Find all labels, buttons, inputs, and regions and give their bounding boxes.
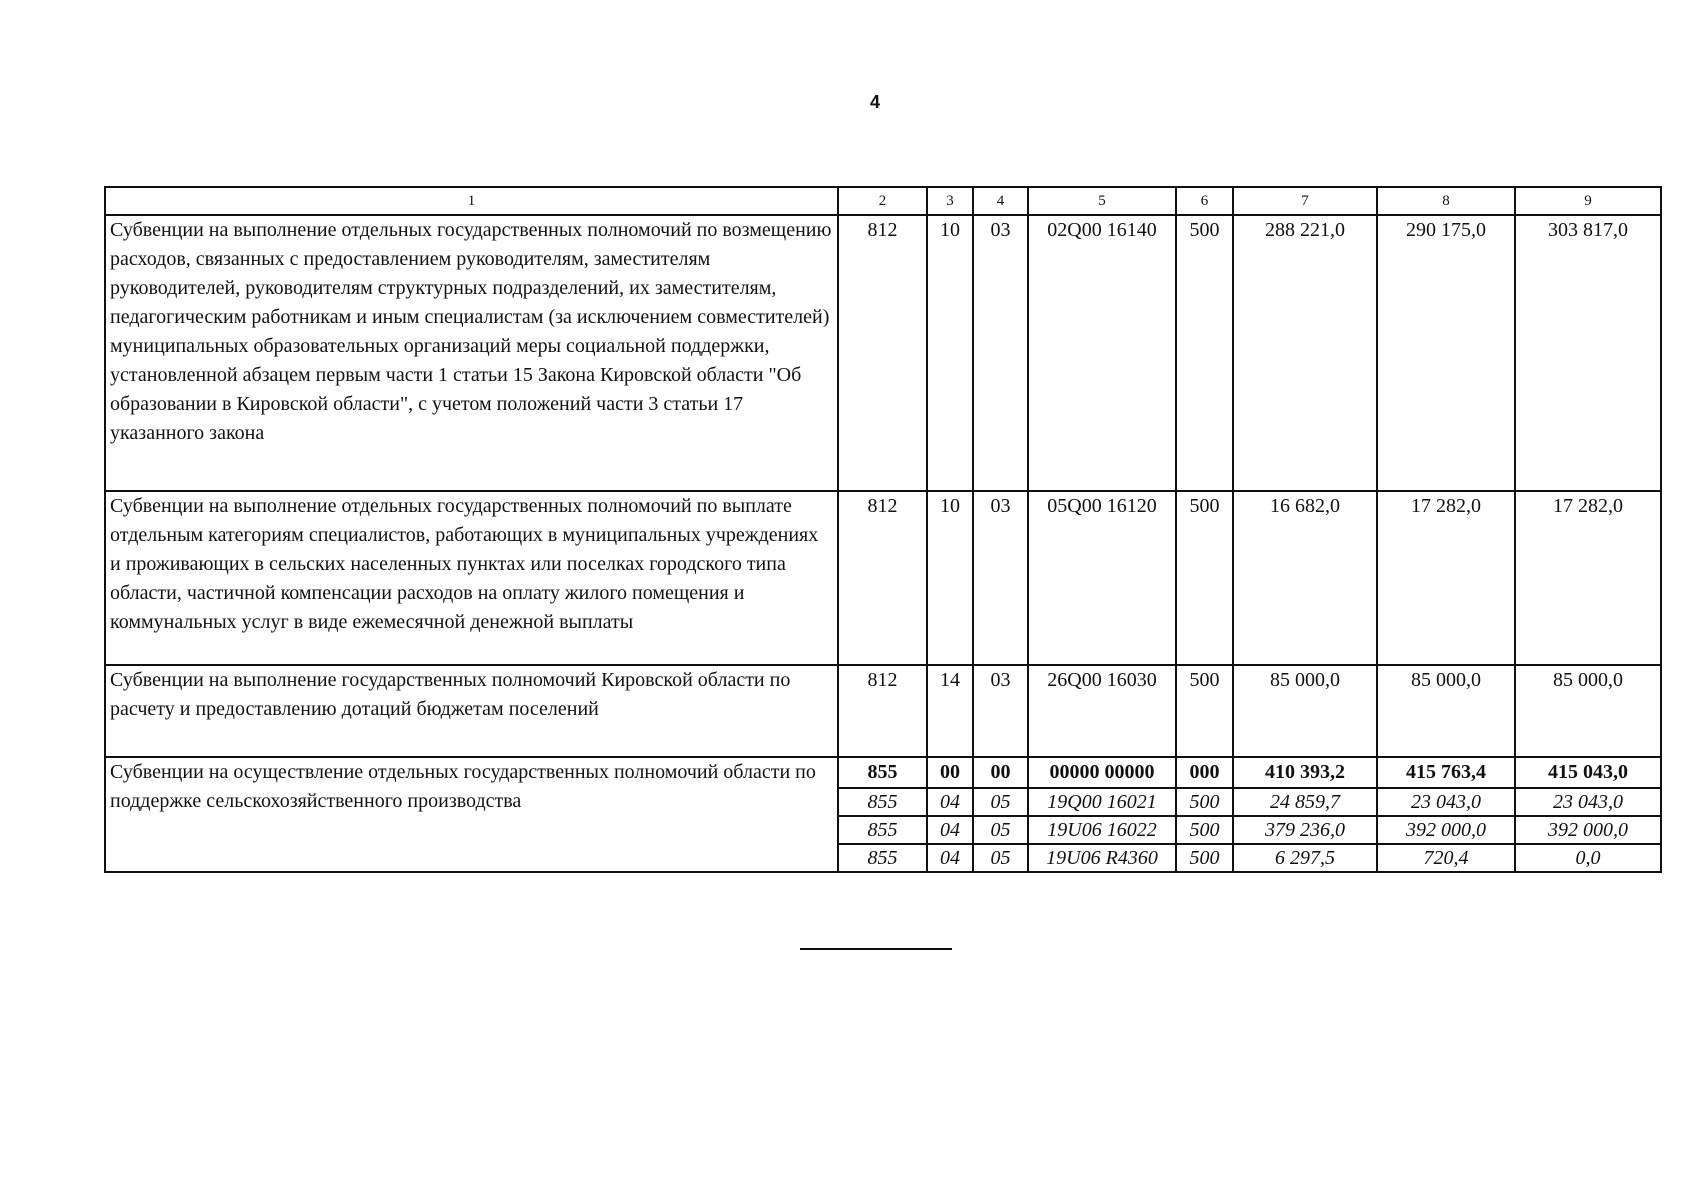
cell-amount-2: 17 282,0 [1377,491,1515,665]
cell-section: 00 [927,757,973,788]
cell-admin-code: 855 [838,844,927,872]
cell-amount-1: 24 859,7 [1233,788,1377,816]
row-description: Субвенции на выполнение отдельных государственных полномочий по выплате отдельным категориям специалистов, работающих в муниципальных учреждениях и проживающих в сельских населенных пунктах или поселках городского типа области, частичной компенсации расходов на оплату жилого помещения и коммунальных услуг в виде ежемесячной денежной выплаты [105,491,838,665]
cell-amount-3: 23 043,0 [1515,788,1661,816]
cell-expense-type: 500 [1176,215,1233,491]
budget-table [104,186,1662,873]
column-header: 6 [1176,187,1233,215]
header-row [105,187,1661,215]
cell-amount-1: 288 221,0 [1233,215,1377,491]
column-header: 3 [927,187,973,215]
cell-section: 04 [927,844,973,872]
cell-target-article: 19Q00 16021 [1028,788,1176,816]
cell-admin-code: 812 [838,491,927,665]
cell-amount-3: 85 000,0 [1515,665,1661,757]
column-header: 2 [838,187,927,215]
table-row [105,665,1661,757]
cell-admin-code: 812 [838,215,927,491]
cell-admin-code: 855 [838,788,927,816]
cell-amount-3: 0,0 [1515,844,1661,872]
cell-expense-type: 500 [1176,788,1233,816]
cell-amount-2: 23 043,0 [1377,788,1515,816]
cell-section: 10 [927,215,973,491]
cell-amount-1: 16 682,0 [1233,491,1377,665]
cell-expense-type: 500 [1176,816,1233,844]
cell-expense-type: 000 [1176,757,1233,788]
group-description: Субвенции на осуществление отдельных государственных полномочий области по поддержке сельскохозяйственного производства [105,757,838,872]
cell-target-article: 00000 00000 [1028,757,1176,788]
table-row-total [105,757,1661,788]
cell-subsection: 03 [973,491,1028,665]
cell-amount-3: 303 817,0 [1515,215,1661,491]
cell-target-article: 26Q00 16030 [1028,665,1176,757]
row-description: Субвенции на выполнение государственных полномочий Кировской области по расчету и предоставлению дотаций бюджетам поселений [105,665,838,757]
row-description: Субвенции на выполнение отдельных государственных полномочий по возмещению расходов, связанных с предоставлением руководителям, заместителям руководителей, руководителям структурных подразделений, их заместителям, педагогическим работникам и иным специалистам (за исключением совместителей) муниципальных образовательных организаций меры социальной поддержки, установленной абзацем первым части 1 статьи 15 Закона Кировской области "Об образовании в Кировской области", с учетом положений части 3 статьи 17 указанного закона [105,215,838,491]
page-number: 4 [869,92,880,112]
cell-subsection: 03 [973,215,1028,491]
table-row [105,215,1661,491]
column-header: 5 [1028,187,1176,215]
cell-expense-type: 500 [1176,491,1233,665]
cell-admin-code: 855 [838,816,927,844]
cell-section: 10 [927,491,973,665]
cell-section: 14 [927,665,973,757]
column-header: 1 [105,187,838,215]
cell-amount-1: 6 297,5 [1233,844,1377,872]
column-header: 4 [973,187,1028,215]
cell-amount-3: 17 282,0 [1515,491,1661,665]
table-row [105,491,1661,665]
cell-amount-3: 415 043,0 [1515,757,1661,788]
cell-amount-2: 392 000,0 [1377,816,1515,844]
cell-subsection: 05 [973,844,1028,872]
cell-amount-2: 290 175,0 [1377,215,1515,491]
cell-expense-type: 500 [1176,665,1233,757]
column-header: 7 [1233,187,1377,215]
cell-subsection: 03 [973,665,1028,757]
cell-amount-1: 379 236,0 [1233,816,1377,844]
cell-amount-2: 720,4 [1377,844,1515,872]
end-of-document-rule [800,948,952,950]
cell-amount-3: 392 000,0 [1515,816,1661,844]
cell-section: 04 [927,788,973,816]
column-header: 8 [1377,187,1515,215]
cell-target-article: 05Q00 16120 [1028,491,1176,665]
cell-amount-2: 85 000,0 [1377,665,1515,757]
cell-expense-type: 500 [1176,844,1233,872]
cell-amount-1: 85 000,0 [1233,665,1377,757]
cell-section: 04 [927,816,973,844]
cell-amount-1: 410 393,2 [1233,757,1377,788]
cell-subsection: 00 [973,757,1028,788]
column-header: 9 [1515,187,1661,215]
cell-admin-code: 855 [838,757,927,788]
cell-subsection: 05 [973,788,1028,816]
cell-target-article: 19U06 16022 [1028,816,1176,844]
cell-target-article: 19U06 R4360 [1028,844,1176,872]
cell-target-article: 02Q00 16140 [1028,215,1176,491]
cell-subsection: 05 [973,816,1028,844]
cell-admin-code: 812 [838,665,927,757]
cell-amount-2: 415 763,4 [1377,757,1515,788]
